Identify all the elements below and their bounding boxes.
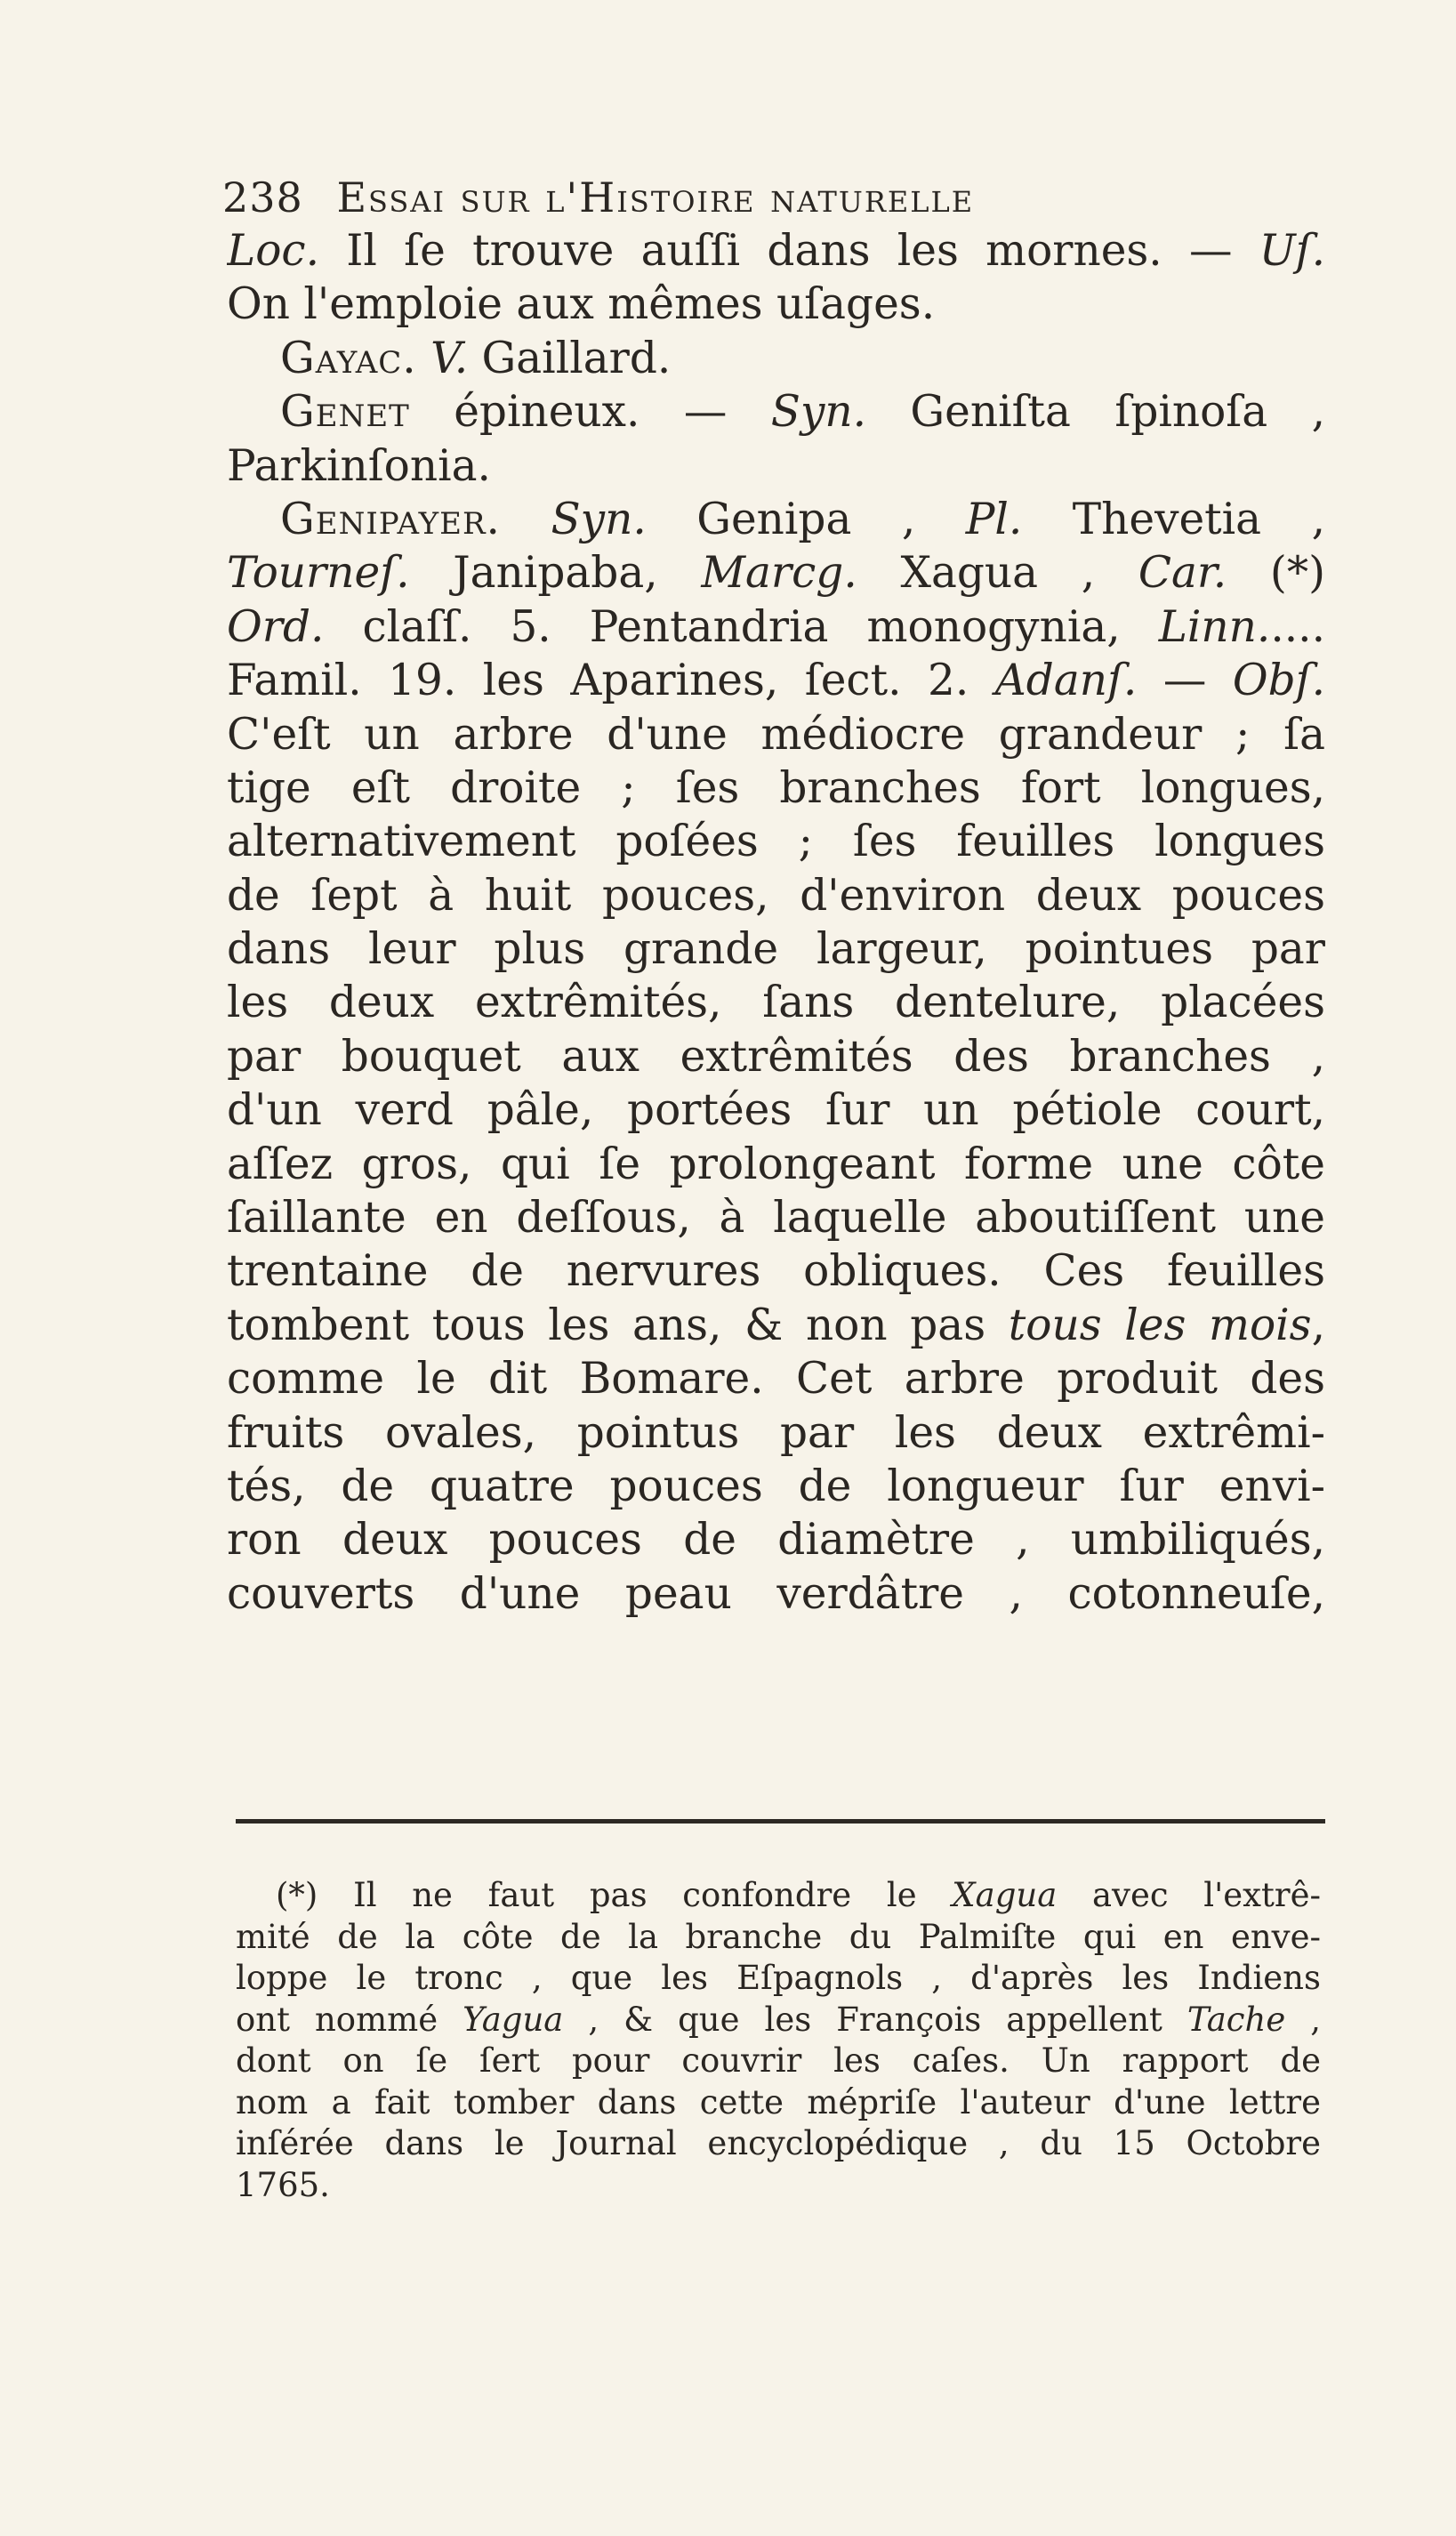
text-line: ron deux pouces de diamètre , umbiliqués, — [227, 1515, 1325, 1566]
text-line: par bouquet aux extrêmités des branches , — [227, 1031, 1325, 1082]
footnote-line: inſérée dans le Journal encyclopédique , du 15 Octobre — [236, 2124, 1321, 2162]
text-line: Tourneſ. Janipaba, Marcg. Xagua , Car. (*) — [227, 548, 1325, 599]
footnote-line: (*) Il ne faut pas confondre le Xagua avec l'extrê- — [276, 1876, 1321, 1914]
page-number: 238 — [222, 173, 303, 221]
text-line: Parkinſonia. — [227, 440, 491, 491]
footnote-marker: (*) — [1227, 548, 1325, 599]
footnote-rule — [236, 1819, 1325, 1824]
text-line: Famil. 19. les Aparines, ſect. 2. Adanſ. — Obſ. — [227, 656, 1325, 706]
text-line: tombent tous les ans, & non pas tous les mois, — [227, 1300, 1325, 1350]
text-line: Loc. Il ſe trouve auſſi dans les mornes. — Uſ. — [227, 226, 1325, 276]
text-line: d'un verd pâle, portées ſur un pétiole court, — [227, 1085, 1325, 1136]
text-line: ſaillante en deſſous, à laquelle aboutiſſent une — [227, 1193, 1325, 1244]
entry-genipayer: Genipayer. Syn. Genipa , Pl. Thevetia , — [280, 494, 1325, 544]
text-line: aſſez gros, qui ſe prolongeant forme une côte — [227, 1139, 1325, 1189]
text-line: les deux extrêmités, ſans dentelure, placées — [227, 978, 1325, 1028]
footnote-line: nom a fait tomber dans cette mépriſe l'auteur d'une lettre — [236, 2082, 1321, 2121]
running-title: Essai sur l'Histoire naturelle — [336, 173, 975, 221]
text-line: On l'emploie aux mêmes uſages. — [227, 279, 936, 330]
entry-genet: Genet épineux. — Syn. Geniſta ſpinoſa , — [280, 387, 1325, 438]
text-line: tés, de quatre pouces de longueur ſur envi- — [227, 1461, 1325, 1511]
text-line: dans leur plus grande largeur, pointues par — [227, 924, 1325, 975]
footnote-line: loppe le tronc , que les Eſpagnols , d'après les Indiens — [236, 1959, 1321, 1997]
text-line: tige eſt droite ; ſes branches fort longues, — [227, 762, 1325, 813]
text-line: couverts d'une peau verdâtre , cotonneuſe, — [227, 1568, 1325, 1619]
footnote-line: dont on ſe ſert pour couvrir les caſes. Un rapport de — [236, 2041, 1321, 2080]
text-line: fruits ovales, pointus par les deux extrêmi- — [227, 1407, 1325, 1458]
text-line: C'eſt un arbre d'une médiocre grandeur ; ſa — [227, 709, 1325, 760]
text-line: comme le dit Bomare. Cet arbre produit des — [227, 1354, 1325, 1405]
footnote-line: ont nommé Yagua , & que les François appellent Tache , — [236, 2000, 1321, 2039]
page-header — [222, 173, 1325, 221]
text-line: de ſept à huit pouces, d'environ deux pouces — [227, 870, 1325, 921]
text-line: Ord. claſſ. 5. Pentandria monogynia, Linn..... — [227, 601, 1325, 652]
footnote — [236, 1875, 1321, 2206]
text-line: trentaine de nervures obliques. Ces feuilles — [227, 1246, 1325, 1297]
footnote-line: 1765. — [236, 2165, 330, 2204]
entry-gayac: Gayac. V. Gaillard. — [280, 333, 672, 383]
main-text — [227, 224, 1325, 1621]
footnote-line: mité de la côte de la branche du Palmiſte qui en enve- — [236, 1917, 1321, 1956]
text-line: alternativement poſées ; ſes feuilles longues — [227, 817, 1325, 867]
